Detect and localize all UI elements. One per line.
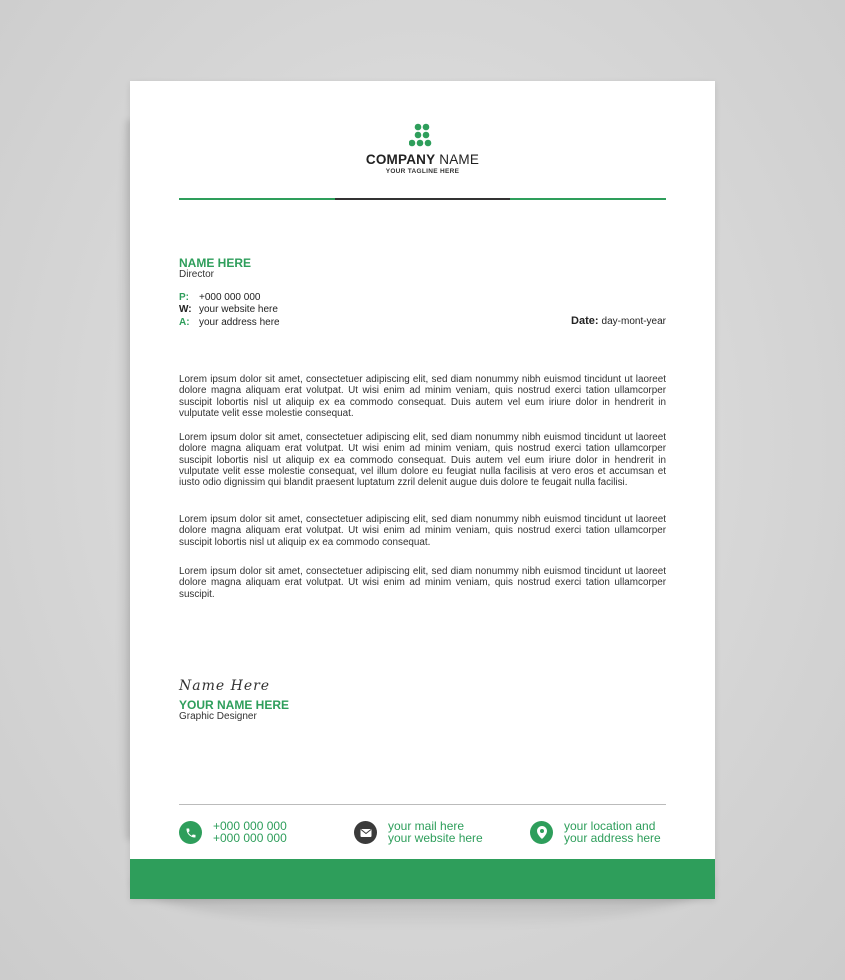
company-tagline: YOUR TAGLINE HERE — [385, 168, 460, 175]
company-name — [130, 152, 715, 167]
web-label: W: — [179, 304, 192, 315]
footer-website: your website here — [388, 830, 483, 845]
footer-phone-text — [213, 821, 287, 844]
sender-title: Director — [179, 269, 215, 280]
address-label: A: — [179, 317, 190, 328]
footer-mail-address: your mail here — [388, 819, 465, 833]
sender-address: your address here — [199, 317, 280, 328]
header-rule-middle — [335, 198, 510, 200]
footer-address: your address here — [564, 830, 661, 845]
letter-date — [571, 315, 666, 327]
signer-role: Graphic Designer — [179, 711, 257, 722]
letterhead-page — [130, 81, 715, 899]
location-pin-icon — [530, 821, 553, 844]
date-label: Date: — [571, 315, 599, 327]
sender-web-row — [179, 304, 278, 315]
sender-phone: +000 000 000 — [199, 292, 261, 303]
body-paragraph-1: Lorem ipsum dolor sit amet, consectetuer adipiscing elit, sed diam nonummy nibh euismod tincidunt ut laoreet dolore magna aliquam erat volutpat. Ut wisi enim ad minim veniam, quis nostrud exerci tation ullamcorper suscipit lobortis nisl ut aliquip ex ea commodo consequat. Duis autem vel eum iriure dolor in hendrerit in vulputate velit esse molestie consequat. — [179, 374, 666, 419]
header-rule-right — [510, 198, 666, 200]
sender-address-row — [179, 317, 280, 328]
signer-name: YOUR NAME HERE — [179, 698, 290, 712]
company-name-light: NAME — [439, 152, 480, 167]
sender-website: your website here — [199, 304, 278, 315]
header-rule-left — [179, 198, 335, 200]
sender-name: NAME HERE — [179, 256, 252, 270]
company-name-bold: COMPANY — [365, 152, 436, 167]
mail-icon — [354, 821, 377, 844]
footer-phone-2: +000 000 000 — [213, 830, 287, 845]
sender-phone-row — [179, 292, 260, 303]
footer-phone-1: +000 000 000 — [213, 819, 287, 833]
phone-icon — [179, 821, 202, 844]
body-paragraph-2: Lorem ipsum dolor sit amet, consectetuer adipiscing elit, sed diam nonummy nibh euismod tincidunt ut laoreet dolore magna aliquam erat volutpat. Ut wisi enim ad minim veniam, quis nostrud exerci tation ullamcorper suscipit lobortis nisl ut aliquip ex ea commodo consequat. Duis autem vel eum iriure dolor in hendrerit in vulputate velit esse molestie consequat, vel illum dolore eu feugiat nulla facilisis at vero eros et accumsan et iusto odio dignissim qui blandit praesent luptatum zzril delenit augue duis dolore te feugait nulla facilisi. — [179, 432, 666, 489]
body-paragraph-4: Lorem ipsum dolor sit amet, consectetuer adipiscing elit, sed diam nonummy nibh euismod tincidunt ut laoreet dolore magna aliquam erat volutpat. Ut wisi enim ad minim veniam, quis nostrud exerci tation ullamcorper suscipit. — [179, 566, 666, 600]
footer-rule — [179, 804, 666, 805]
phone-label: P: — [179, 292, 189, 303]
date-value: day-mont-year — [601, 316, 666, 327]
footer-location-line: your location and — [564, 819, 656, 833]
body-paragraph-3: Lorem ipsum dolor sit amet, consectetuer adipiscing elit, sed diam nonummy nibh euismod tincidunt ut laoreet dolore magna aliquam erat volutpat. Ut wisi enim ad minim veniam, quis nostrud exerci tation ullamcorper suscipit lobortis nisl ut aliquip ex ea commodo consequat. — [179, 514, 666, 548]
footer-green-band — [130, 859, 715, 899]
dots-grid-icon — [409, 123, 435, 149]
handwritten-signature: Name Here — [179, 678, 271, 694]
footer-mail-text — [388, 821, 483, 844]
footer-location-text — [564, 821, 661, 844]
